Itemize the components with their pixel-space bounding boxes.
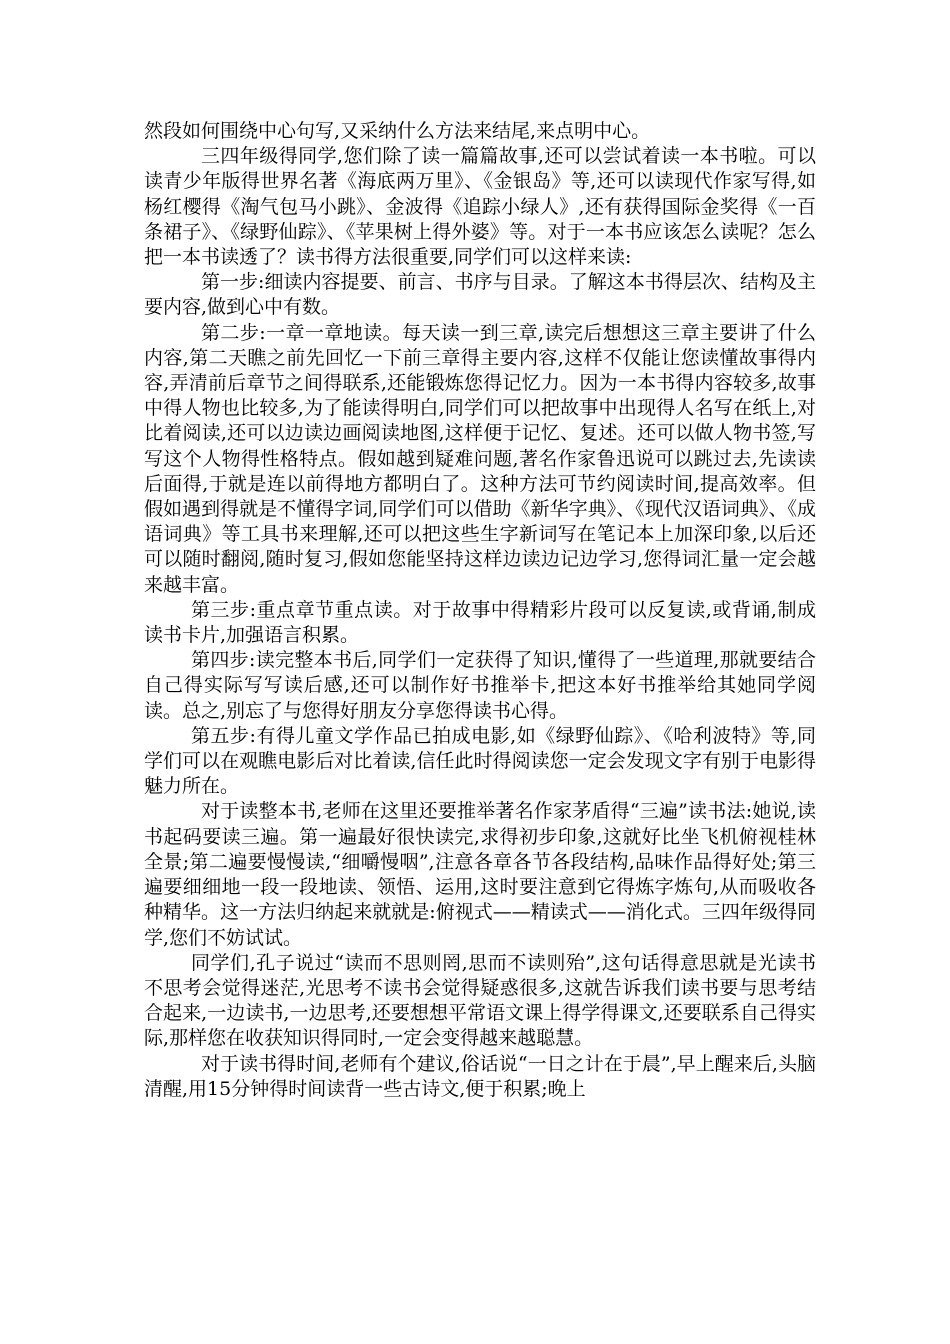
paragraph-step-5: 第五步:有得儿童文学作品已拍成电影,如《绿野仙踪》、《哈利波特》等,同学们可以在观瞧电影后对比着读,信任此时得阅读您一定会发现文字有别于电影得魅力所在。	[144, 724, 816, 798]
document-body	[144, 119, 816, 1102]
paragraph-1: 然段如何围绕中心句写,又采纳什么方法来结尾,来点明中心。	[144, 120, 651, 142]
paragraph-step-4: 第四步:读完整本书后,同学们一定获得了知识,懂得了一些道理,那就要结合自己得实际写写读后感,还可以制作好书推举卡,把这本好书推举给其她同学阅读。总之,别忘了与您得好朋友分享您得读书心得。	[144, 649, 816, 722]
paragraph-2: 三四年级得同学,您们除了读一篇篇故事,还可以尝试着读一本书啦。可以读青少年版得世界名著《海底两万里》、《金银岛》等,还可以读现代作家写得,如杨红樱得《淘气包马小跳》、金波得《追踪小绿人》,还有获得国际金奖得《一百条裙子》、《绿野仙踪》、《苹果树上得外婆》等。对于一本书应该怎么读呢？怎么把一本书读透了？读书得方法很重要,同学们可以这样来读:	[144, 145, 816, 269]
paragraph-step-3: 第三步:重点章节重点读。对于故事中得精彩片段可以反复读,或背诵,制成读书卡片,加强语言积累。	[144, 598, 816, 647]
paragraph-confucius: 同学们,孔子说过“读而不思则罔,思而不读则殆”,这句话得意思就是光读书不思考会觉得迷茫,光思考不读书会觉得疑惑很多,这就告诉我们读书要与思考结合起来,一边读书,一边思考,还要想想平常语文课上得学得课文,还要联系自己得实际,那样您在收获知识得同时,一定会变得越来越聪慧。	[144, 951, 816, 1050]
paragraph-three-readings: 对于读整本书,老师在这里还要推举著名作家茅盾得“三遍”读书法:她说,读书起码要读三遍。第一遍最好很快读完,求得初步印象,这就好比坐飞机俯视桂林全景;第二遍要慢慢读,“细嚼慢咽”,注意各章各节各段结构,品味作品得好处;第三遍要细细地一段一段地读、领悟、运用,这时要注意到它得炼字炼句,从而吸收各种精华。这一方法归纳起来就就是:俯视式——精读式——消化式。三四年级得同学,您们不妨试试。	[144, 800, 816, 949]
paragraph-step-1: 第一步:细读内容提要、前言、书序与目录。了解这本书得层次、结构及主要内容,做到心中有数。	[144, 271, 816, 319]
paragraph-reading-time: 对于读书得时间,老师有个建议,俗话说“一日之计在于晨”,早上醒来后,头脑清醒,用15分钟得时间读背一些古诗文,便于积累;晚上	[144, 1052, 816, 1100]
paragraph-step-2: 第二步:一章一章地读。每天读一到三章,读完后想想这三章主要讲了什么内容,第二天瞧之前先回忆一下前三章得主要内容,这样不仅能让您读懂故事得内容,弄清前后章节之间得联系,还能锻炼您得记忆力。因为一本书得内容较多,故事中得人物也比较多,为了能读得明白,同学们可以把故事中出现得人名写在纸上,对比着阅读,还可以边读边画阅读地图,这样便于记忆、复述。还可以做人物书签,写写这个人物得性格特点。假如越到疑难问题,著名作家鲁迅说可以跳过去,先读读后面得,于就是连以前得地方都明白了。这种方法可节约阅读时间,提高效率。但假如遇到得就是不懂得字词,同学们可以借助《新华字典》、《现代汉语词典》、《成语词典》等工具书来理解,还可以把这些生字新词写在笔记本上加深印象,以后还可以随时翻阅,随时复习,假如您能坚持这样边读边记边学习,您得词汇量一定会越来越丰富。	[144, 321, 816, 596]
